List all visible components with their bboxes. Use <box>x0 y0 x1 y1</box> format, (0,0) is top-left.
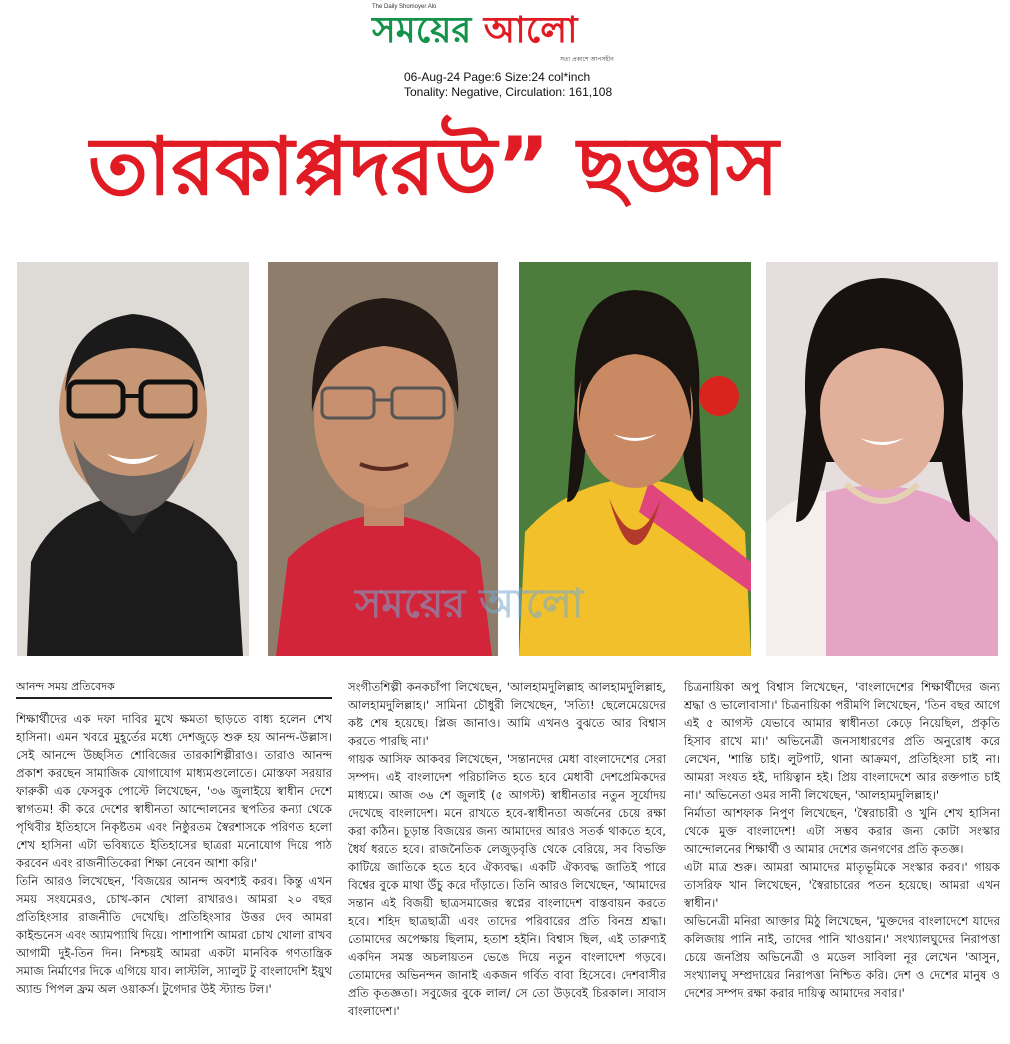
article-column-3 <box>684 678 1000 1002</box>
column-3-paragraph: অভিনেত্রী মনিরা আক্তার মিঠু লিখেছেন, 'মুক্তদের বাংলাদেশে যাদের কলিজায় পানি নাই, তাদের পানি খাওয়ান।' সংখ্যালঘুদের নিরাপত্তা চেয়ে জনপ্রিয় অভিনেত্রী ও মডেল সাবিলা নূর লেখেন 'আসুন, সংখ্যালঘু সম্প্রদায়ের নিরাপত্তা নিশ্চিত করি। দেশ ও দেশের মানুষ ও দেশের সম্পদ রক্ষা করার দায়িত্ব আমাদের সবার।' <box>684 914 1000 1000</box>
newspaper-english-name: The Daily Shomoyer Alo <box>372 4 437 10</box>
article-column-2 <box>348 678 666 1020</box>
article-headline: তারকাপ্পদরউ” ছজ্ঞাস <box>88 120 779 213</box>
column-1-paragraph: শিক্ষার্থীদের এক দফা দাবির মুখে ক্ষমতা ছাড়তে বাধ্য হলেন শেখ হাসিনা। এমন খবরে মুহূর্তের মধ্যে দেশজুড়ে শুরু হয় আনন্দ-উল্লাস। সেই আনন্দে উচ্ছসিত শোবিজের তারকাশিল্পীরাও। তারাও আনন্দ প্রকাশ করছেন সামাজিক যোগাযোগ মাধ্যমগুলোতে। মোস্তফা সরয়ার ফারুকী এক ফেসবুক পোস্টে লিখেছেন, '৩৬ জুলাইয়ে স্বাধীন দেশে স্বাগতম! কী করে দেশের স্বাধীনতা আন্দোলনের স্থপতির কন্যা থেকে পৃথিবীর ইতিহাসে নিকৃষ্টতম এবং নিষ্ঠুরতম স্বৈরশাসকে পরিণত হলো শেখ হাসিনা এটা ভবিষ্যতে ইতিহাসের ছাত্ররা মনোযোগ দিয়ে পাঠ করবেন এবং রাজনীতিকেরা শিক্ষা নেবেন আশা করি।' <box>16 712 332 870</box>
column-3-paragraph: নির্মাতা আশফাক নিপুণ লিখেছেন, 'স্বৈরাচারী ও খুনি শেখ হাসিনা থেকে মুক্ত বাংলাদেশ! এটা সম্ভব করার জন্য কোটা সংস্কার আন্দোলনের শিক্ষার্থী ও আমার দেশের জনগণের প্রতি কৃতজ্ঞ। <box>684 806 1000 856</box>
masthead <box>0 0 1010 100</box>
column-3-paragraph: চিত্রনায়িকা অপু বিশ্বাস লিখেছেন, 'বাংলাদেশের শিক্ষার্থীদের জন্য শ্রদ্ধা ও ভালোবাসা।' চিত্রনায়িকা পরীমণি লিখেছেন, 'তিন বছর আগে এই ৫ আগস্ট যেভাবে আমার স্বাধীনতা কেড়ে নিয়েছিল, প্রকৃতি হিসাব রাখে মা।' অভিনেত্রী জনসাধারণের প্রতি অনুরোধ করে লেখেন, 'শান্তি চাই। লুটপাট, থানা আক্রমণ, প্রতিহিংসা চাই না। আমরা সংযত হই, দায়িত্বান হই। প্রিয় বাংলাদেশে আর রক্তপাত চাই না।' অভিনেতা ওমর সানী লিখেছেন, 'আলহামদুলিল্লাহ।' <box>684 680 1000 802</box>
logo-red-word: আলো <box>483 10 578 51</box>
newspaper-tagline: সত্য প্রকাশে আপসহীন <box>560 56 614 63</box>
column-2-paragraph: গায়ক আসিফ আকবর লিখেছেন, 'সন্তানদের মেধা বাংলাদেশের সেরা সম্পদ। এই বাংলাদেশ পরিচালিত হতে হবে মেধাবী দেশপ্রেমিকদের মাধ্যমে। আজ ৩৬ শে জুলাই (৫ আগস্ট) স্বাধীনতার নতুন সূর্যোদয় দেখেছে বাংলাদেশ। মনে রাখতে হবে-স্বাধীনতা অর্জনের চেয়ে রক্ষা করা কঠিন। চূড়ান্ত বিজয়ের জন্য আমাদের আরও সতর্ক থাকতে হবে, ধৈর্য ধরতে হবে। রাজনৈতিক লেজুড়বৃত্তি থেকে বেরিয়ে, সব বিভক্তি কাটিয়ে জাতিকে হতে হবে ঐক্যবদ্ধ। একটি ঐক্যবদ্ধ জাতিই পারে বিশ্বের বুকে মাথা উঁচু করে দাঁড়াতে। তিনি আরও লিখেছেন, 'আমাদের সন্তান এই বিজয়ী ছাত্রসমাজের স্বপ্নের বাংলাদেশ বাস্তবায়ন করতে হবে। শহিদ ছাত্রছাত্রী এবং তাদের পরিবারের প্রতি বিনম্র শ্রদ্ধা। তোমাদের অপেক্ষায় ছিলাম, হতাশ হইনি। বিশ্বাস ছিল, এই তারুণ্যই একদিন সমস্ত অচলায়তন ভেঙে দিয়ে নতুন বাংলাদেশ গড়বে। তোমাদের অভিনন্দন জানাই একজন গর্বিত বাবা হিসেবে। দেশবাসীর প্রতি কৃতজ্ঞতা। সবুজের বুকে লাল/ সে তো উড়বেই চিরকাল। সাবাস বাংলাদেশ।' <box>348 752 666 1018</box>
byline: আনন্দ সময় প্রতিবেদক <box>16 680 115 693</box>
newspaper-logo <box>372 8 578 54</box>
column-1-paragraph: তিনি আরও লিখেছেন, 'বিজয়ের আনন্দ অবশ্যই করব। কিন্তু এখন সময় সংযমেরও, চোখ-কান খোলা রাখারও। আমরা ২০ বছর প্রতিহিংসার রাজনীতি দেখেছি। প্রতিহিংসার উত্তর দেব আমরা কাইন্ডনেস এবং অ্যামপ্যাথি দিয়ে। পাশাপাশি আমরা চোখ খোলা রাখব আগামী দুই-তিন দিন। নিশ্চয়ই আমরা একটা মানবিক গণতান্ত্রিক সমাজ নির্মাণের দিকে এগিয়ে যাব। লাস্টলি, স্যালুট টু বাংলাদেশি ইয়ুথ অ্যান্ড পিপল ফ্রম অল ওয়াকর্স। টুগেদার উই স্ট্যান্ড টল।' <box>16 874 332 996</box>
logo-green-word: সময়ের <box>372 10 472 51</box>
column-2-paragraph: সংগীতশিল্পী কনকচাঁপা লিখেছেন, 'আলহামদুলিল্লাহ আলহামদুলিল্লাহ, আলহামদুলিল্লাহ।' সামিনা চৌধুরী লিখেছেন, 'সত্যি! ছেলেমেয়েদের কষ্ট শেষ হয়েছে। প্লিজ জানাও। আমি এখনও বুঝতে আর বিশ্বাস করতে পারছি না।' <box>348 680 666 748</box>
column-3-paragraph: এটা মাত্র শুরু। আমরা আমাদের মাতৃভূমিকে সংস্কার করব।' গায়ক তাসরিফ খান লিখেছেন, 'স্বৈরাচারের পতন হয়েছে। আমরা এখন স্বাধীন।' <box>684 860 1000 910</box>
clip-meta-line-1: 06-Aug-24 Page:6 Size:24 col*inch <box>404 70 591 84</box>
photo-woman-pink-saree <box>766 262 998 656</box>
newspaper-watermark: সময়ের আলো <box>355 581 584 627</box>
photo-man-glasses-black-shirt <box>17 262 249 656</box>
byline-divider <box>16 697 332 699</box>
article-column-1 <box>16 710 332 998</box>
clip-metadata <box>404 70 612 100</box>
clip-meta-line-2: Tonality: Negative, Circulation: 161,108 <box>404 85 613 99</box>
